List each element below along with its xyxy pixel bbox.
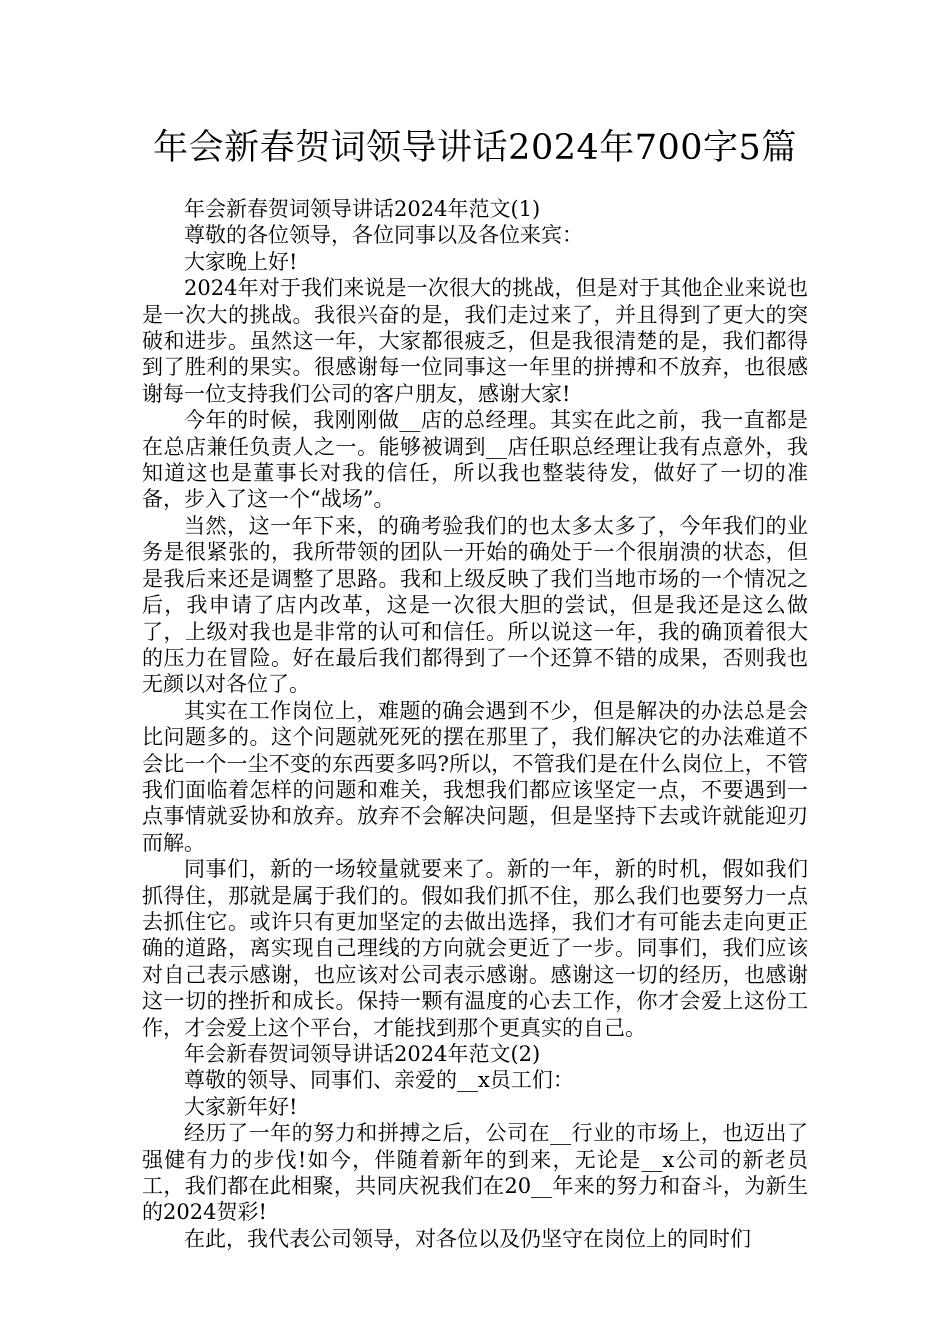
salutation-paragraph: 尊敬的各位领导，各位同事以及各位来宾：: [184, 223, 583, 248]
body-paragraph: 经历了一年的努力和拼搏之后，公司在__行业的市场上，也迈出了强健有力的步伐!如今，伴随着新年的到来，无论是__x公司的新老员工，我们都在此相聚，共同庆祝我们在20__年来的努力和奋斗，为新生的2024贺彩!: [142, 1121, 808, 1225]
salutation-paragraph: 尊敬的领导、同事们、亲爱的__x员工们：: [184, 1068, 574, 1093]
document-body: [142, 196, 808, 1252]
body-paragraph: 同事们，新的一场较量就要来了。新的一年，新的时机，假如我们抓得住，那就是属于我们的。假如我们抓不住，那么我们也要努力一点去抓住它。或许只有更加坚定的去做出选择，我们才有可能去走向更正确的道路，离实现自己理线的方向就会更近了一步。同事们，我们应该对自己表示感谢，也应该对公司表示感谢。感谢这一切的经历，也感谢这一切的挫折和成长。保持一颗有温度的心去工作，你才会爱上这份工作，才会爱上这个平台，才能找到那个更真实的自己。: [142, 857, 808, 1040]
document-title: 年会新春贺词领导讲话2024年700字5篇: [153, 128, 797, 168]
body-paragraph: 在此，我代表公司领导，对各位以及仍坚守在岗位上的同时们: [184, 1226, 751, 1251]
body-paragraph: 当然，这一年下来，的确考验我们的也太多太多了，今年我们的业务是很紧张的，我所带领的团队一开始的确处于一个很崩溃的状态，但是我后来还是调整了思路。我和上级反映了我们当地市场的一个情况之后，我申请了店内改革，这是一次很大胆的尝试，但是我还是这么做了，上级对我也是非常的认可和信任。所以说这一年，我的确顶着很大的压力在冒险。好在最后我们都得到了一个还算不错的成果，否则我也无颜以对各位了。: [142, 513, 808, 697]
body-paragraph: 2024年对于我们来说是一次很大的挑战，但是对于其他企业来说也是一次大的挑战。我很兴奋的是，我们走过来了，并且得到了更大的突破和进步。虽然这一年，大家都很疲乏，但是我很清楚的是，我们都得到了胜利的果实。很感谢每一位同事这一年里的拼搏和不放弃，也很感谢每一位支持我们公司的客户朋友，感谢大家!: [142, 276, 808, 406]
section-heading-2: 年会新春贺词领导讲话2024年范文(2): [184, 1042, 541, 1066]
greeting-paragraph: 大家新年好!: [184, 1094, 298, 1119]
greeting-paragraph: 大家晚上好!: [184, 249, 298, 274]
section-heading-1: 年会新春贺词领导讲话2024年范文(1): [184, 197, 541, 221]
body-paragraph: 其实在工作岗位上，难题的确会遇到不少，但是解决的办法总是会比问题多的。这个问题就死死的摆在那里了，我们解决它的办法难道不会比一个一尘不变的东西要多吗?所以，不管我们是在什么岗位上，不管我们面临着怎样的问题和难关，我想我们都应该坚定一点，不要遇到一点事情就妥协和放弃。放弃不会解决问题，但是坚持下去或许就能迎刃而解。: [142, 698, 808, 855]
body-paragraph: 今年的时候，我刚刚做__店的总经理。其实在此之前，我一直都是在总店兼任负责人之一。能够被调到__店任职总经理让我有点意外，我知道这也是董事长对我的信任，所以我也整装待发，做好了一切的准备，步入了这一个“战场”。: [142, 408, 808, 512]
